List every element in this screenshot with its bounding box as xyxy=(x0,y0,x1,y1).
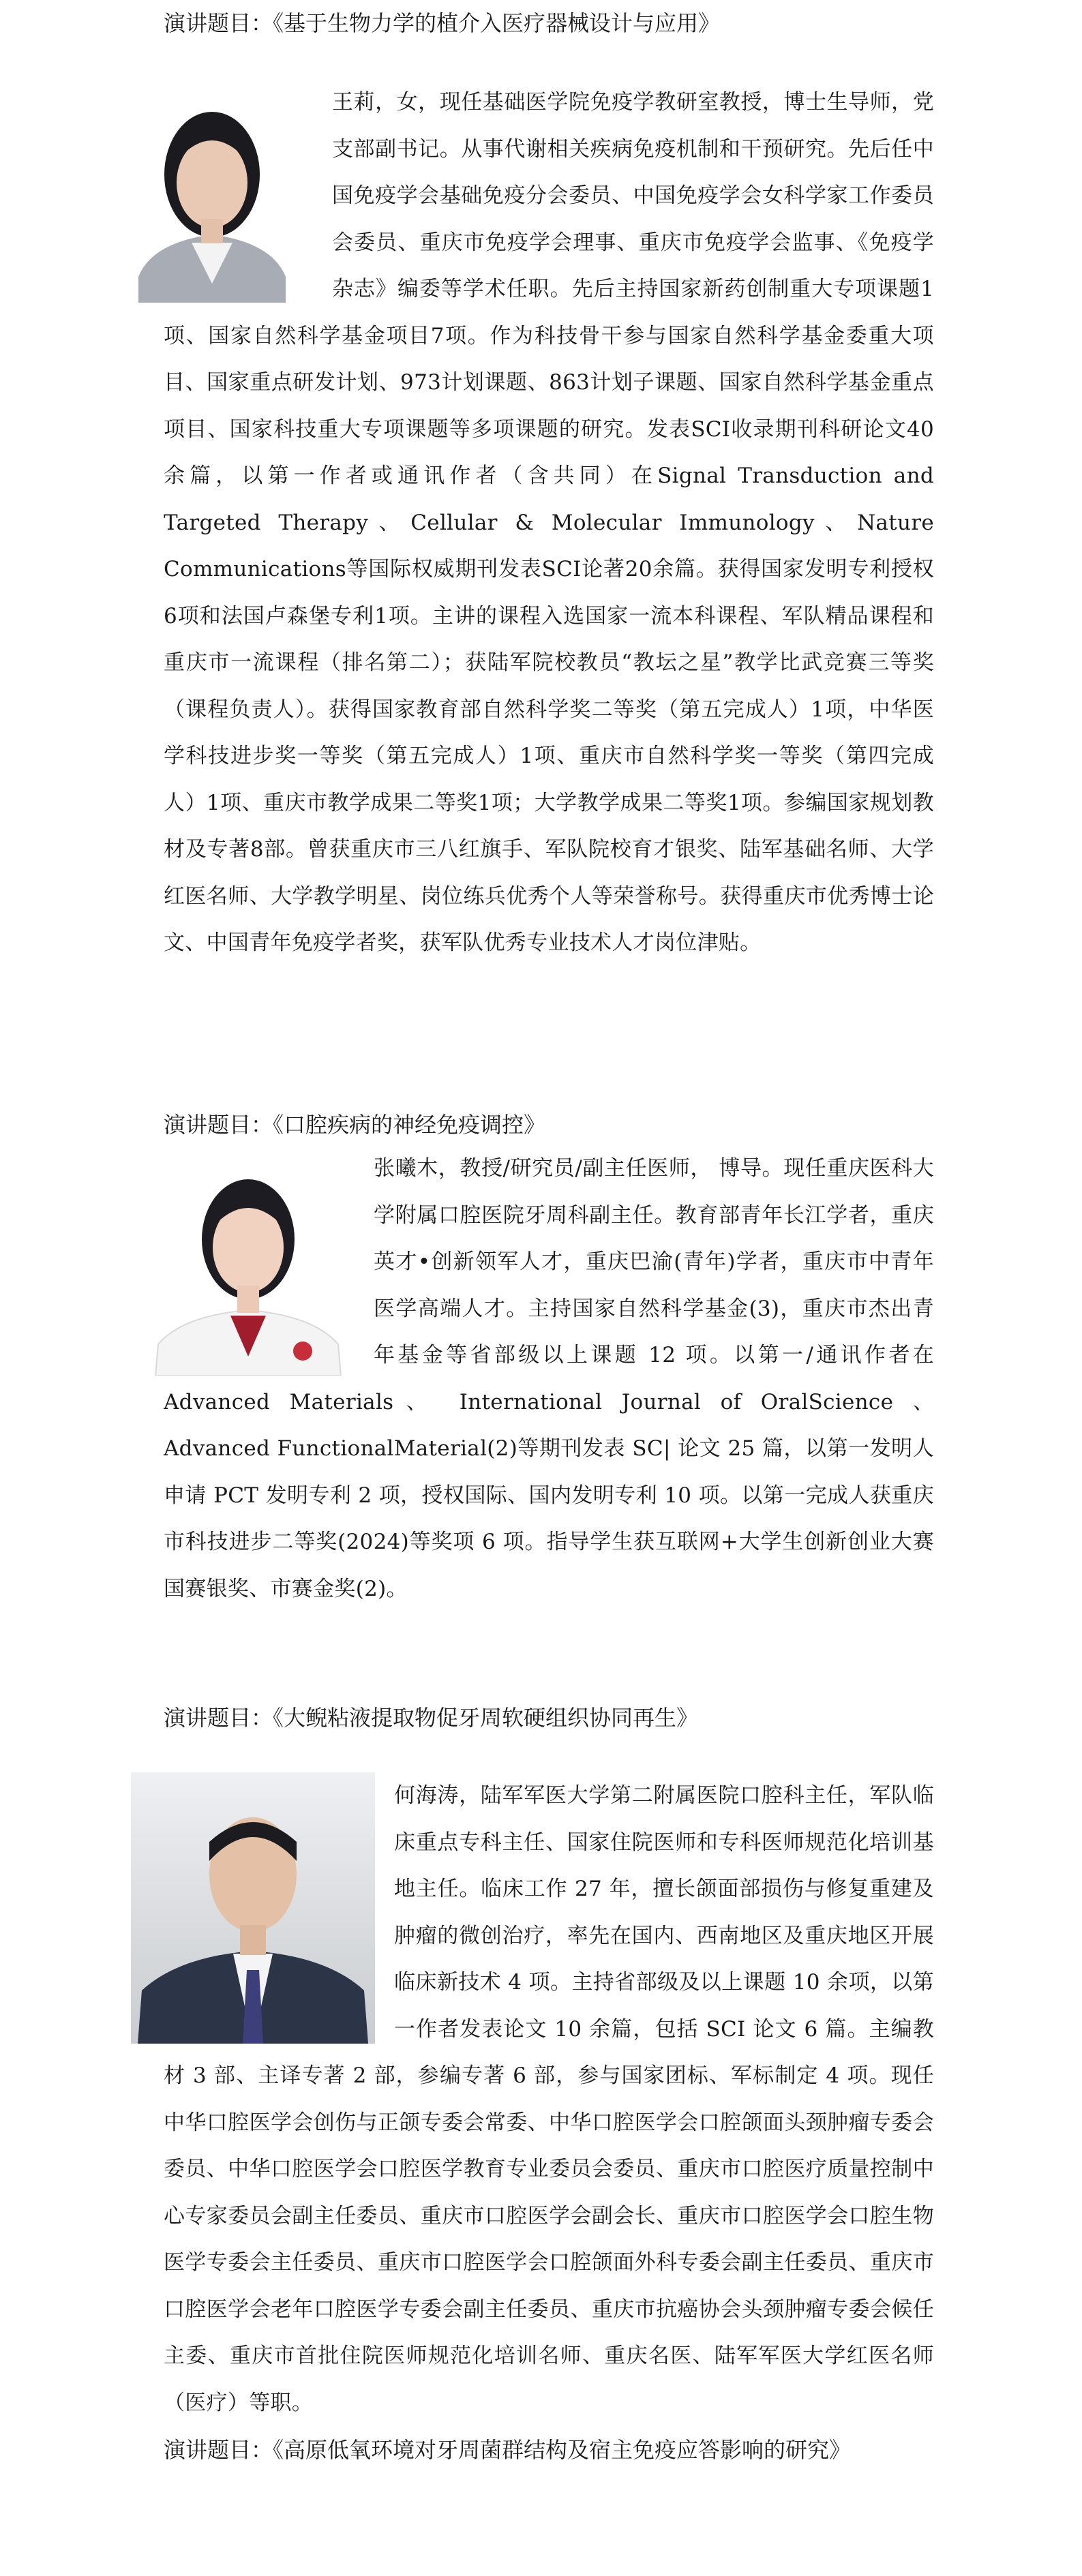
talk-title-line-4 xyxy=(164,2427,934,2472)
speaker-block-2 xyxy=(164,1104,934,1612)
talk-title: 《基于生物力学的植介入医疗器械设计与应用》 xyxy=(273,10,721,36)
speaker-photo-wang-li xyxy=(111,79,313,303)
talk-label: 演讲题目： xyxy=(164,10,273,36)
speaker-block-3 xyxy=(164,1697,934,2472)
talk-label: 演讲题目： xyxy=(164,1112,273,1138)
talk-title: 《大鲵粘液提取物促牙周软硬组织协同再生》 xyxy=(273,1705,699,1731)
speaker-bio: 王莉，女，现任基础医学院免疫学教研室教授，博士生导师，党支部副书记。从事代谢相关疾病免疫机制和干预研究。先后任中国免疫学会基础免疫分会委员、中国免疫学会女科学家工作委员会委员、重庆市免疫学会理事、重庆市免疫学会监事、《免疫学杂志》编委等学术任职。先后主持国家新药创制重大专项课题1项、国家自然科学基金项目7项。作为科技骨干参与国家自然科学基金委重大项目、国家重点研发计划、973计划课题、863计划子课题、国家自然科学基金重点项目、国家科技重大专项课题等多项课题的研究。发表SCI收录期刊科研论文40余篇，以第一作者或通讯作者（含共同）在Signal Transduction and Targeted Therapy、Cellular & Molecular Immunology、Nature Communications等国际权威期刊发表SCI论著20余篇。获得国家发明专利授权6项和法国卢森堡专利1项。主讲的课程入选国家一流本科课程、军队精品课程和重庆市一流课程（排名第二）；获陆军院校教员“教坛之星”教学比武竞赛三等奖（课程负责人）。获得国家教育部自然科学奖二等奖（第五完成人）1项，中华医学科技进步奖一等奖（第五完成人）1项、重庆市自然科学奖一等奖（第四完成人）1项、重庆市教学成果二等奖1项；大学教学成果二等奖1项。参编国家规划教材及专著8部。曾获重庆市三八红旗手、军队院校育才银奖、陆军基础名师、大学红医名师、大学教学明星、岗位练兵优秀个人等荣誉称号。获得重庆市优秀博士论文、中国青年免疫学者奖，获军队优秀专业技术人才岗位津贴。 xyxy=(164,90,934,955)
speaker-photo-zhang-ximu xyxy=(142,1152,355,1376)
talk-title: 《口腔疾病的神经免疫调控》 xyxy=(273,1112,546,1138)
talk-label: 演讲题目： xyxy=(164,2437,273,2463)
talk-title: 《高原低氧环境对牙周菌群结构及宿主免疫应答影响的研究》 xyxy=(273,2437,852,2463)
talk-title-line-2 xyxy=(164,1104,934,1145)
speaker-bio: 张曦木，教授/研究员/副主任医师， 博导。现任重庆医科大学附属口腔医院牙周科副主任。教育部青年长江学者，重庆英才•创新领军人才，重庆巴渝(青年)学者，重庆市中青年医学高端人才。主持国家自然科学基金(3)，重庆市杰出青年基金等省部级以上课题 12 项。以第一/通讯作者在 Advanced Materials、 International Journal of OralScience 、Advanced FunctionalMaterial(2)等期刊发表 SC| 论文 25 篇，以第一发明人申请 PCT 发明专利 2 项，授权国际、国内发明专利 10 项。以第一完成人获重庆市科技进步二等奖(2024)等奖项 6 项。指导学生获互联网+大学生创新创业大赛国赛银奖、市赛金奖(2)。 xyxy=(164,1156,934,1601)
talk-title-line-3 xyxy=(164,1697,934,1738)
talk-title-line-1 xyxy=(164,3,934,44)
talk-label: 演讲题目： xyxy=(164,1705,273,1731)
speaker-block-1 xyxy=(164,0,934,967)
speaker-photo-he-haitao xyxy=(131,1772,375,2044)
speaker-bio: 何海涛，陆军军医大学第二附属医院口腔科主任，军队临床重点专科主任、国家住院医师和专科医师规范化培训基地主任。临床工作 27 年，擅长颌面部损伤与修复重建及肿瘤的微创治疗，率先在国内、西南地区及重庆地区开展临床新技术 4 项。主持省部级及以上课题 10 余项，以第一作者发表论文 10 余篇，包括 SCI 论文 6 篇。主编教材 3 部、主译专著 2 部，参编专著 6 部，参与国家团标、军标制定 4 项。现任中华口腔医学会创伤与正颌专委会常委、中华口腔医学会口腔颌面头颈肿瘤专委会委员、中华口腔医学会口腔医学教育专业委员会委员、重庆市口腔医疗质量控制中心专家委员会副主任委员、重庆市口腔医学会副会长、重庆市口腔医学会口腔生物医学专委会主任委员、重庆市口腔医学会口腔颌面外科专委会副主任委员、重庆市口腔医学会老年口腔医学专委会副主任委员、重庆市抗癌协会头颈肿瘤专委会候任主委、重庆市首批住院医师规范化培训名师、重庆名医、陆军军医大学红医名师（医疗）等职。 xyxy=(164,1783,934,2415)
